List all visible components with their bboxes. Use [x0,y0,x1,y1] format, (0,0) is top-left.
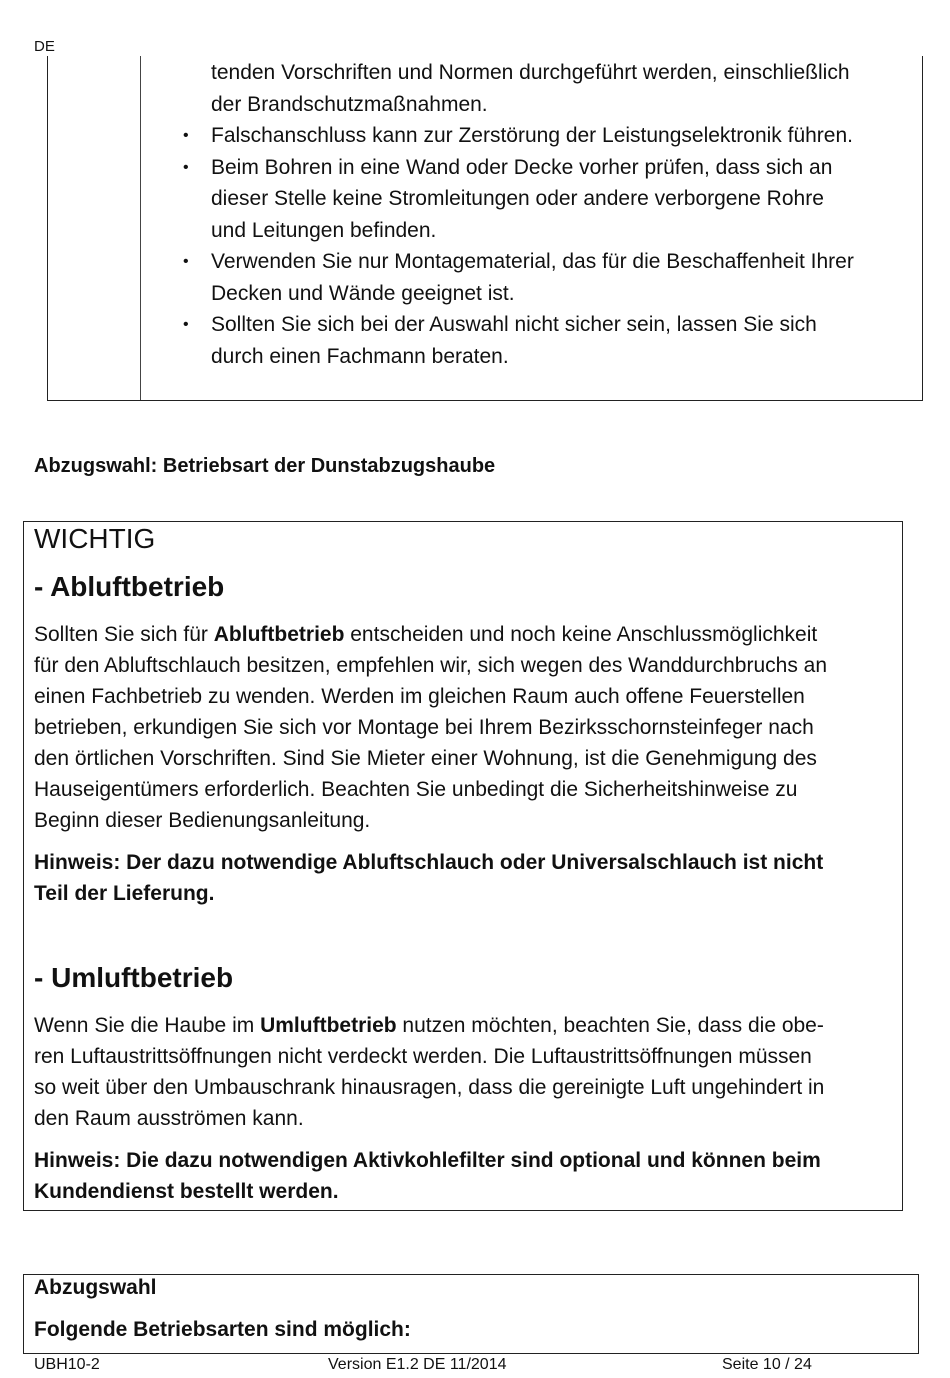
note-line: Hinweis: Die dazu notwendigen Aktivkohlefilter sind optional und können beim [34,1149,821,1172]
list-item [164,309,904,372]
list-item [164,246,904,309]
paragraph-line: einen Fachbetrieb zu wenden. Werden im gleichen Raum auch offene Feuerstellen [34,685,805,708]
note-line: Teil der Lieferung. [34,882,215,905]
bullet-text: dieser Stelle keine Stromleitungen oder andere verborgene Rohre [211,187,824,210]
abluft-note [34,847,894,909]
safety-text [164,57,904,372]
paragraph-line: ren Luftaustrittsöffnungen nicht verdeckt werden. Die Luftaustrittsöffnungen müssen [34,1045,812,1068]
bullet-text: Decken und Wände geeignet ist. [211,281,515,305]
safety-bullet-list [164,120,904,372]
bullet-icon: • [183,316,189,333]
bullet-text: Beim Bohren in eine Wand oder Decke vorher prüfen, dass sich an [211,155,833,179]
list-item [164,120,904,152]
bullet-icon: • [183,158,189,176]
bullet-text: Verwenden Sie nur Montagematerial, das für die Beschaffenheit Ihrer [211,250,854,273]
table-column-divider [140,56,141,400]
paragraph-line: für den Abluftschlauch besitzen, empfehlen wir, sich wegen des Wanddurchbruchs an [34,654,828,677]
paragraph-line: so weit über den Umbauschrank hinausragen, dass die gereinigte Luft ungehindert in [34,1076,825,1099]
continuation-line: tenden Vorschriften und Normen durchgeführt werden, einschließlich [211,61,850,84]
important-title: WICHTIG [34,523,156,554]
bullet-text: Sollten Sie sich bei der Auswahl nicht sicher sein, lassen Sie sich [211,313,817,336]
operating-modes-title: Abzugswahl [34,1276,157,1299]
abluft-heading: - Abluftbetrieb [34,571,225,602]
bullet-text: durch einen Fachmann beraten. [211,344,509,368]
bullet-icon: • [183,127,189,144]
bullet-icon: • [183,253,189,270]
note-line: Hinweis: Der dazu notwendige Abluftschlauch oder Universalschlauch ist nicht [34,851,824,874]
bullet-text: und Leitungen befinden. [211,218,437,242]
operating-modes-subtitle: Folgende Betriebsarten sind möglich: [34,1318,411,1341]
paragraph-line: Hauseigentümers erforderlich. Beachten Sie unbedingt die Sicherheitshinweise zu [34,778,798,801]
continuation-line: der Brandschutzmaßnahmen. [211,92,488,116]
abluft-emphasis: Abluftbetrieb [213,623,345,646]
footer-page-number: Seite 10 / 24 [722,1356,812,1373]
language-code: DE [34,38,55,55]
umluft-paragraph [34,1010,894,1134]
list-item [164,152,904,247]
paragraph-line: Sollten Sie sich für Abluftbetrieb entscheiden und noch keine Anschlussmöglichkeit [34,623,818,646]
footer-model: UBH10-2 [34,1356,100,1373]
section-heading: Abzugswahl: Betriebsart der Dunstabzugshaube [34,455,496,477]
operating-modes-box [23,1274,919,1354]
umluft-heading: - Umluftbetrieb [34,962,234,993]
footer-version: Version E1.2 DE 11/2014 [328,1356,507,1373]
paragraph-line: Wenn Sie die Haube im Umluftbetrieb nutzen möchten, beachten Sie, dass die obe- [34,1014,824,1037]
paragraph-line: betrieben, erkundigen Sie sich vor Montage bei Ihrem Bezirksschornsteinfeger nach [34,716,814,739]
paragraph-line: den örtlichen Vorschriften. Sind Sie Mieter einer Wohnung, ist die Genehmigung des [34,747,817,770]
note-line: Kundendienst bestellt werden. [34,1180,339,1203]
paragraph-line: den Raum ausströmen kann. [34,1107,304,1130]
abluft-paragraph [34,619,894,836]
paragraph-line: Beginn dieser Bedienungsanleitung. [34,809,371,832]
bullet-text: Falschanschluss kann zur Zerstörung der Leistungselektronik führen. [211,124,853,147]
umluft-emphasis: Umluftbetrieb [260,1014,397,1037]
umluft-note [34,1145,894,1207]
